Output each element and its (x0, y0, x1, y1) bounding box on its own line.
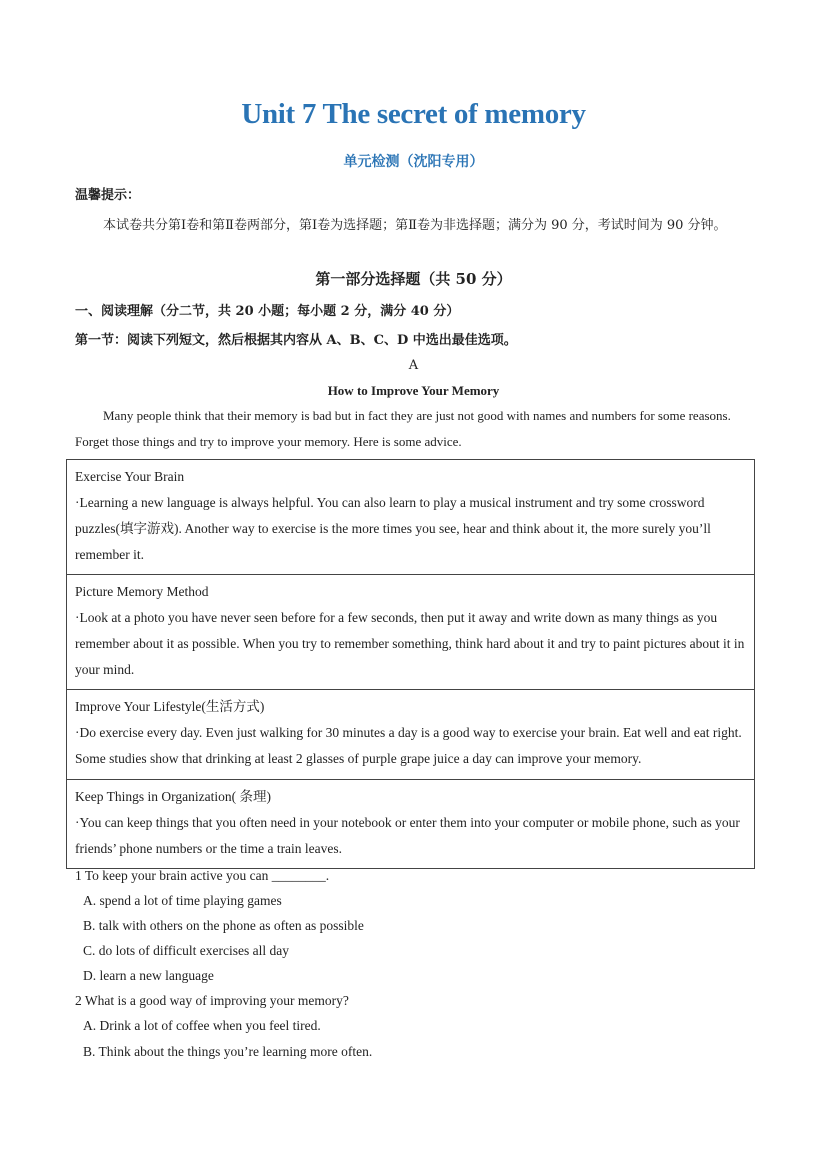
table-row (67, 780, 755, 869)
table-cell (67, 690, 755, 780)
question-option: B. talk with others on the phone as often as possible (83, 918, 364, 933)
passage-label: A (408, 358, 419, 373)
row-title: Keep Things in Organization( 条理) (75, 789, 271, 804)
part-heading: 第一部分选择题（共 50 分） (315, 270, 512, 288)
question-stem: 1 To keep your brain active you can ________. (75, 868, 330, 883)
table-cell (67, 780, 755, 869)
section-instructions: 第一节：阅读下列短文，然后根据其内容从 A、B、C、D 中选出最佳选项。 (75, 333, 517, 348)
page-subtitle: 单元检测（沈阳专用） (343, 154, 484, 170)
advice-table (66, 459, 755, 869)
row-body: ·Do exercise every day. Even just walking for 30 minutes a day is a good way to exercise your brain. Eat well and eat right. Some studies show that drinking at least 2 glasses of purple grape juice a day can improve your memory. (75, 725, 742, 766)
table-row (67, 575, 755, 690)
row-body: ·Learning a new language is always helpful. You can also learn to play a musical instrument and try some crossword puzzles(填字游戏). Another way to exercise is the more times you see, hear and think about it, the more surely you’ll remember it. (75, 495, 711, 562)
section-heading-reading: 一、阅读理解（分二节，共 20 小题；每小题 2 分，满分 40 分） (75, 304, 460, 319)
question-option: B. Think about the things you’re learning more often. (83, 1044, 373, 1059)
table-row (67, 460, 755, 575)
row-title: Picture Memory Method (75, 584, 209, 599)
row-title: Improve Your Lifestyle(生活方式) (75, 699, 265, 714)
table-cell (67, 575, 755, 690)
passage-title: How to Improve Your Memory (327, 383, 500, 398)
question-stem: 2 What is a good way of improving your memory? (75, 993, 349, 1008)
question-option: A. Drink a lot of coffee when you feel tired. (83, 1018, 321, 1033)
row-title: Exercise Your Brain (75, 469, 185, 484)
tips-text: 本试卷共分第Ⅰ卷和第Ⅱ卷两部分，第Ⅰ卷为选择题；第Ⅱ卷为非选择题；满分为 90 分，考试时间为 90 分钟。 (103, 218, 727, 233)
question-option: D. learn a new language (83, 968, 214, 983)
table-row (67, 690, 755, 780)
row-body: ·You can keep things that you often need in your notebook or enter them into your computer or mobile phone, such as your friends’ phone numbers or the time a train leaves. (75, 815, 740, 856)
passage-intro: Many people think that their memory is bad but in fact they are just not good with names and numbers for some reasons. Forget those things and try to improve your memory. Here is some advice. (75, 408, 731, 449)
row-body: ·Look at a photo you have never seen before for a few seconds, then put it away and write down as many things as you remember about it as possible. When you try to remember something, think hard about it and try to paint pictures about it in your mind. (75, 610, 745, 677)
question-option: A. spend a lot of time playing games (83, 893, 282, 908)
table-cell (67, 460, 755, 575)
question-option: C. do lots of difficult exercises all day (83, 943, 289, 958)
tips-label: 温馨提示： (75, 188, 141, 203)
page-title: Unit 7 The secret of memory (241, 98, 586, 130)
